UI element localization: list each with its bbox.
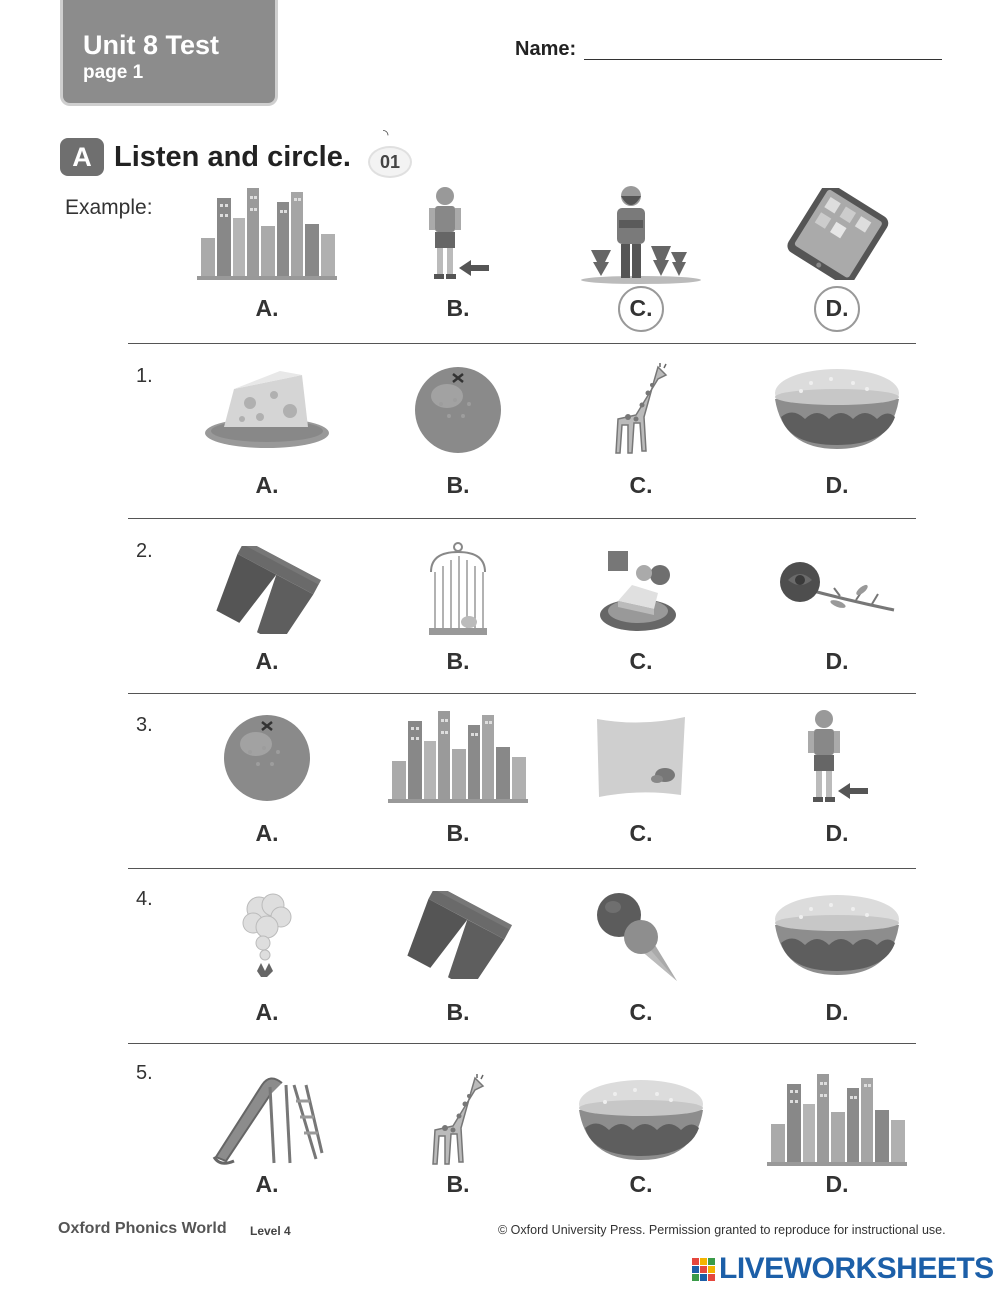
row-divider [128, 693, 916, 694]
question-number: 1. [136, 365, 153, 387]
question-number: 2. [136, 540, 153, 562]
orange-icon [411, 364, 505, 459]
tablet-icon [778, 188, 896, 285]
question-3-option-c[interactable]: C. [629, 820, 653, 846]
example-option-b[interactable]: B. [446, 295, 470, 321]
row-divider [128, 518, 916, 519]
orange-icon [220, 712, 314, 807]
rose-icon [776, 560, 898, 625]
row-divider [128, 343, 916, 344]
logo-grid-icon [692, 1258, 716, 1282]
giraffe-icon [606, 363, 676, 460]
question-1-option-c[interactable]: C. [629, 472, 653, 498]
question-1-option-d[interactable]: D. [825, 472, 849, 498]
audio-track-badge[interactable] [368, 126, 412, 178]
boy-arrow-icon [423, 186, 493, 287]
boy-arrow-icon [802, 709, 872, 810]
question-1-option-a[interactable]: A. [255, 472, 279, 498]
jeans-icon [208, 546, 326, 639]
row-divider [128, 868, 916, 869]
footer-level: Level 4 [250, 1224, 291, 1238]
footer-copyright: © Oxford University Press. Permission granted to reproduce for instructional use. [498, 1223, 946, 1237]
city-skyline-icon [388, 711, 528, 808]
question-3-option-b[interactable]: B. [446, 820, 470, 846]
smoke-icon [237, 887, 297, 988]
page-label: page 1 [83, 62, 144, 83]
answer-circle [814, 286, 860, 332]
giraffe-icon [423, 1074, 493, 1171]
name-field[interactable] [584, 59, 942, 60]
question-5-option-d[interactable]: D. [825, 1171, 849, 1197]
question-number: 3. [136, 714, 153, 736]
example-label: Example: [65, 196, 153, 219]
section-instruction: Listen and circle. [114, 141, 351, 173]
name-label: Name: [515, 38, 577, 60]
example-option-a[interactable]: A. [255, 295, 279, 321]
answer-circle [618, 286, 664, 332]
question-4-option-c[interactable]: C. [629, 999, 653, 1025]
city-skyline-icon [197, 188, 337, 285]
cheese-hat-icon [204, 367, 330, 456]
rice-bowl-icon [575, 1076, 707, 1169]
question-3-option-d[interactable]: D. [825, 820, 849, 846]
slide-icon [210, 1073, 324, 1172]
track-number: 01 [368, 146, 412, 178]
question-4-option-b[interactable]: B. [446, 999, 470, 1025]
ice-cream-icon [593, 887, 689, 988]
question-number: 5. [136, 1062, 153, 1084]
question-3-option-a[interactable]: A. [255, 820, 279, 846]
rice-bowl-icon [771, 891, 903, 984]
example-option-c[interactable]: C. [629, 295, 653, 321]
man-forest-icon [579, 184, 703, 289]
question-5-option-c[interactable]: C. [629, 1171, 653, 1197]
birdcage-icon [425, 542, 491, 643]
jeans-icon [399, 891, 517, 984]
footer-brand: Oxford Phonics World [58, 1220, 227, 1237]
city-skyline-icon [767, 1074, 907, 1171]
question-2-option-d[interactable]: D. [825, 648, 849, 674]
question-number: 4. [136, 888, 153, 910]
question-2-option-c[interactable]: C. [629, 648, 653, 674]
question-4-option-a[interactable]: A. [255, 999, 279, 1025]
question-4-option-d[interactable]: D. [825, 999, 849, 1025]
unit-title: Unit 8 Test [83, 30, 220, 60]
logo-text: LIVEWORKSHEETS [719, 1252, 994, 1285]
example-option-d[interactable]: D. [825, 295, 849, 321]
section-letter: A [60, 138, 104, 176]
question-5-option-a[interactable]: A. [255, 1171, 279, 1197]
question-1-option-b[interactable]: B. [446, 472, 470, 498]
dessert-plate-icon [596, 545, 686, 640]
question-2-option-a[interactable]: A. [255, 648, 279, 674]
paper-sheet-icon [593, 713, 689, 806]
unit-title-box [60, 0, 278, 106]
question-5-option-b[interactable]: B. [446, 1171, 470, 1197]
rice-bowl-icon [771, 365, 903, 458]
question-2-option-b[interactable]: B. [446, 648, 470, 674]
row-divider [128, 1043, 916, 1044]
audio-icon: ◝ [383, 126, 389, 142]
